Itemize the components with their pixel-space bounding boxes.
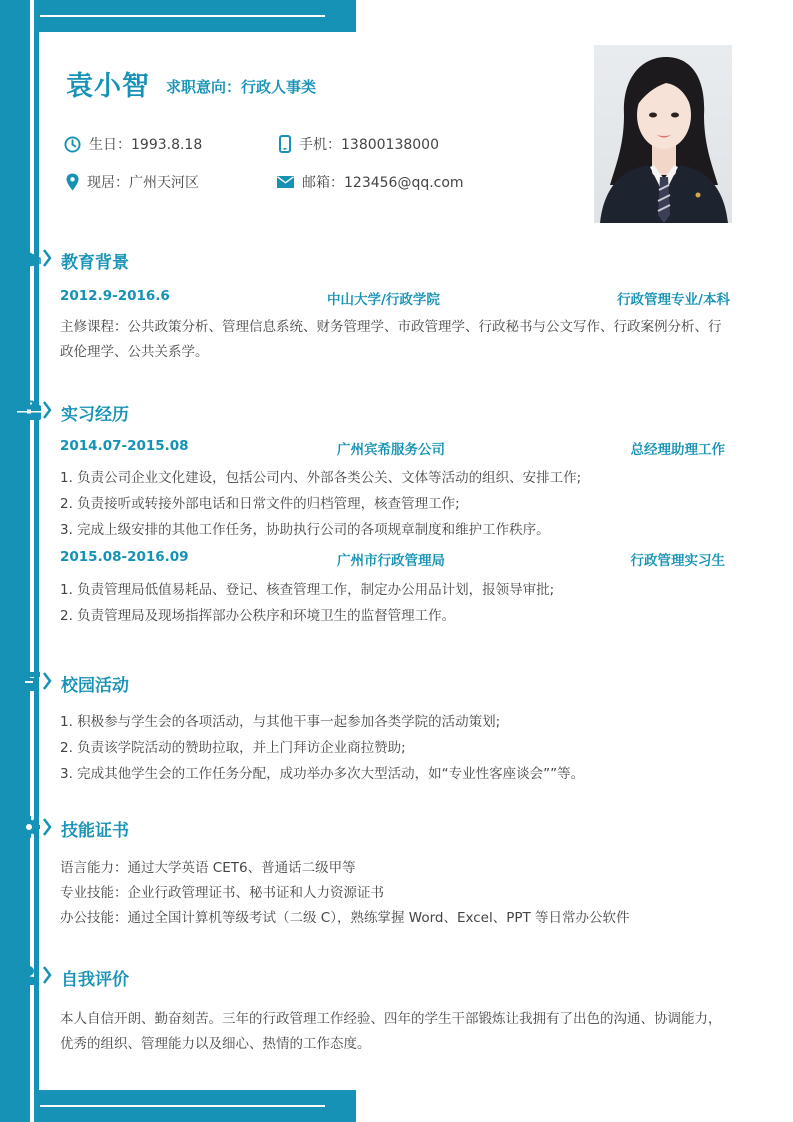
- skill-item: 语言能力：通过大学英语 CET6、普通话二级甲等: [60, 860, 356, 876]
- job-duty: 2. 负责管理局及现场指挥部办公秩序和环境卫生的监督管理工作。: [60, 608, 456, 624]
- job-duty: 1. 负责公司企业文化建设，包括公司内、外部各类公关、文体等活动的组织、安排工作;: [60, 470, 582, 486]
- education-period: 2012.9-2016.6: [60, 288, 170, 304]
- mail-icon: [277, 176, 294, 188]
- info-phone: [279, 134, 439, 154]
- job-role: 总经理助理工作: [630, 442, 725, 458]
- gear-icon: [14, 815, 52, 839]
- self-evaluation-text: 本人自信开朗、勤奋刻苦。三年的行政管理工作经验、四年的学生干部锻炼让我拥有了出色的沟通、协调能力，优秀的组织、管理能力以及细心、热情的工作态度。: [60, 1011, 722, 1052]
- job-company: 广州宾希服务公司: [337, 442, 445, 458]
- campus-item: 1. 积极参与学生会的各项活动，与其他干事一起参加各类学院的活动策划;: [60, 714, 501, 730]
- job-duty: 2. 负责接听或转接外部电话和日常文件的归档管理，核查管理工作;: [60, 496, 460, 512]
- section-title-internship: 实习经历: [61, 405, 129, 425]
- clock-icon: [64, 136, 81, 153]
- box-icon: [14, 669, 52, 693]
- person-icon: [14, 963, 52, 987]
- job-period: 2014.07-2015.08: [60, 438, 189, 454]
- job-company: 广州市行政管理局: [337, 553, 445, 569]
- skill-item: 专业技能：企业行政管理证书、秘书证和人力资源证书: [60, 885, 384, 901]
- education-school: 中山大学/行政学院: [327, 292, 440, 308]
- birthday-text: 生日：1993.8.18: [89, 137, 203, 153]
- education-major: 行政管理专业/本科: [617, 292, 730, 308]
- top-decor-line: [40, 15, 325, 17]
- skill-item: 办公技能：通过全国计算机等级考试（二级 C），熟练掌握 Word、Excel、PPT 等日常办公软件: [60, 910, 630, 926]
- email-text: 邮箱：123456@qq.com: [302, 175, 464, 191]
- location-pin-icon: [66, 173, 79, 191]
- job-period: 2015.08-2016.09: [60, 549, 189, 565]
- phone-text: 手机：13800138000: [299, 137, 439, 153]
- candidate-name: 袁小智: [66, 71, 150, 102]
- info-email: [277, 172, 464, 192]
- section-title-education: 教育背景: [61, 253, 129, 273]
- job-role: 行政管理实习生: [630, 553, 725, 569]
- profile-photo: [594, 45, 732, 223]
- graduation-cap-icon: [14, 246, 52, 270]
- campus-item: 2. 负责该学院活动的赞助拉取，并上门拜访企业商拉赞助;: [60, 740, 406, 756]
- left-frame-band: [0, 0, 30, 1122]
- bottom-decor-line: [40, 1105, 325, 1107]
- info-location: [66, 172, 199, 192]
- job-duty: 3. 完成上级安排的其他工作任务，协助执行公司的各项规章制度和维护工作秩序。: [60, 522, 550, 538]
- location-text: 现居：广州天河区: [87, 175, 199, 191]
- education-courses: 主修课程：公共政策分析、管理信息系统、财务管理学、市政管理学、行政秘书与公文写作、行政案例分析、行政伦理学、公共关系学。: [60, 319, 722, 360]
- section-title-campus: 校园活动: [61, 676, 129, 696]
- job-intent: 求职意向：行政人事类: [166, 78, 317, 96]
- briefcase-icon: [14, 398, 52, 422]
- left-frame-line: [34, 0, 39, 1122]
- info-birthday: [64, 134, 202, 154]
- section-title-self: 自我评价: [61, 970, 129, 990]
- campus-item: 3. 完成其他学生会的工作任务分配，成功举办多次大型活动，如“专业性客座谈会””等。: [60, 766, 585, 782]
- phone-icon: [279, 135, 291, 153]
- section-title-skills: 技能证书: [61, 821, 129, 841]
- job-duty: 1. 负责管理局低值易耗品、登记、核查管理工作，制定办公用品计划，报领导审批;: [60, 582, 555, 598]
